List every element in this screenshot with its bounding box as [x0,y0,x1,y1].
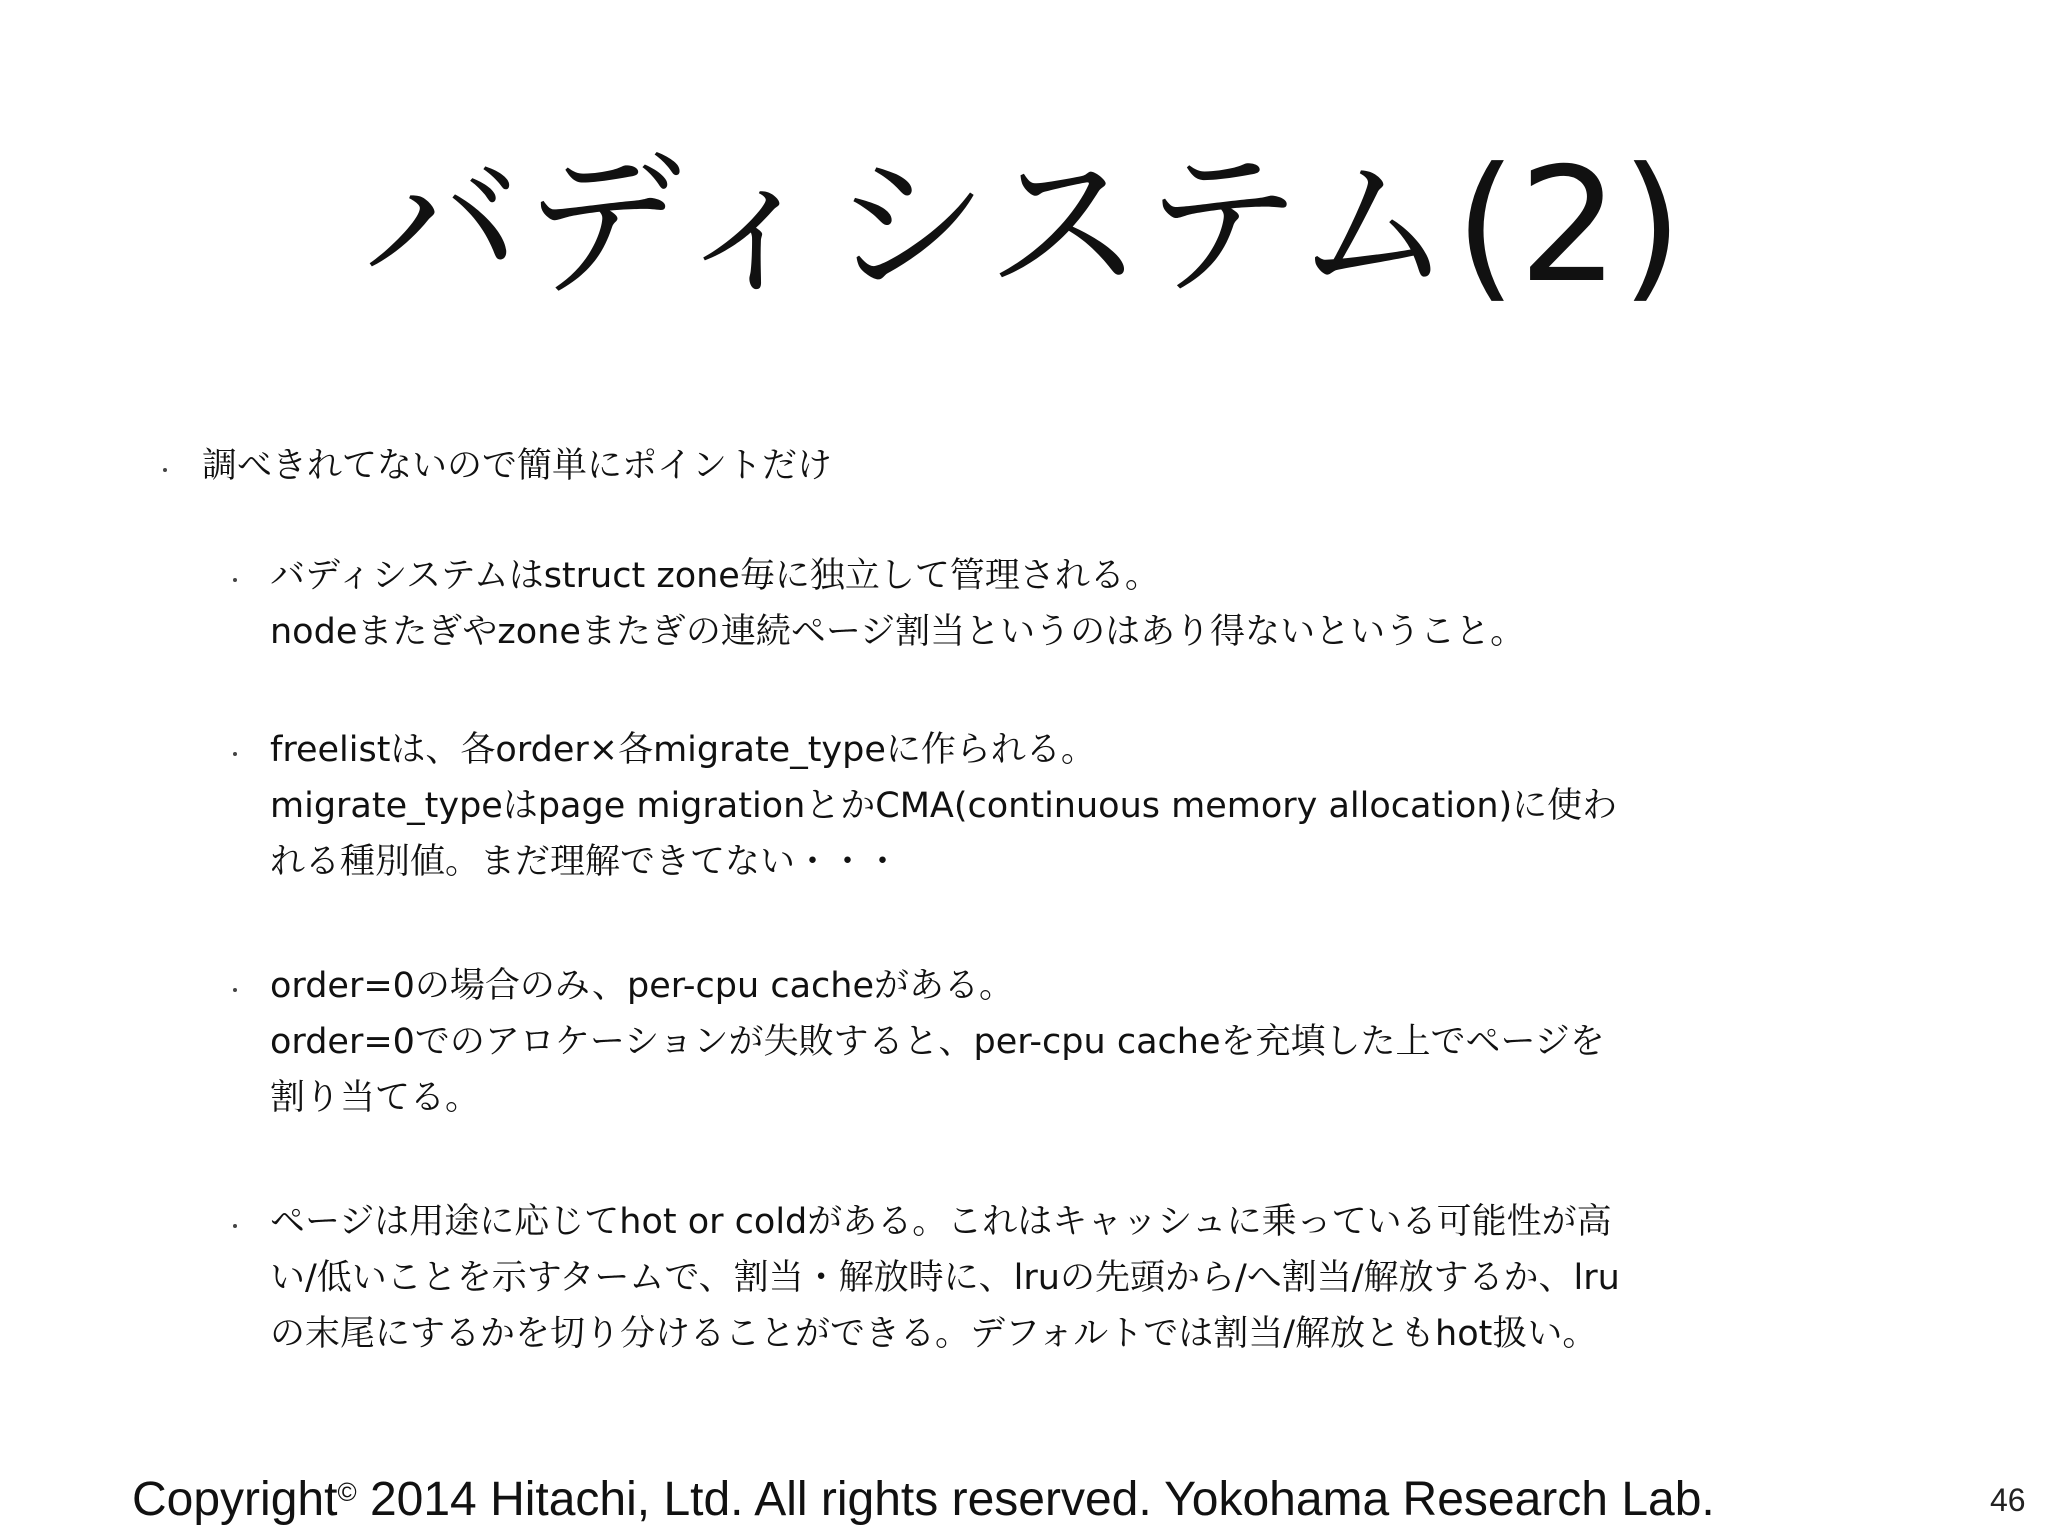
bullet-text-line: order=0でのアロケーションが失敗すると、per-cpu cacheを充填した上でページを [270,1022,1605,1062]
bullet-text-line: 割り当てる。 [270,1078,481,1118]
bullet-text-line: い/低いことを示すタームで、割当・解放時に、lruの先頭から/へ割当/解放するか、lru [270,1258,1620,1298]
bullet-text-line: バディシステムはstruct zone毎に独立して管理される。 [270,556,1160,596]
sub-bullet-item [270,1194,1620,1362]
sub-bullet-item [270,722,1617,890]
copyright-text: 2014 Hitachi, Ltd. All rights reserved. Yokohama Research Lab. [356,1473,1715,1526]
bullet-text-line: nodeまたぎやzoneまたぎの連続ページ割当というのはあり得ないということ。 [270,612,1526,652]
bullet-dot [163,468,167,472]
bullet-item [202,438,832,494]
slide-title: バディシステム(2) [363,134,1685,318]
sub-bullet-item [270,958,1605,1126]
sub-bullet-dot [233,578,237,582]
page-number: 46 [1990,1482,2026,1518]
copyright-footer [132,1462,1715,1530]
copyright-symbol: © [337,1477,357,1507]
bullet-text-line: れる種別値。まだ理解できてない・・・ [270,842,901,882]
bullet-text-line: migrate_typeはpage migrationとかCMA(continuous memory allocation)に使わ [270,786,1618,826]
bullet-text-line: freelistは、各order×各migrate_typeに作られる。 [270,730,1096,770]
copyright-word: Copyright [132,1473,338,1526]
sub-bullet-dot [233,1224,237,1228]
sub-bullet-dot [233,988,237,992]
bullet-text-line: ページは用途に応じてhot or coldがある。これはキャッシュに乗っている可能性が高 [270,1202,1612,1242]
bullet-text-line: の末尾にするかを切り分けることができる。デフォルトでは割当/解放ともhot扱い。 [270,1314,1598,1354]
bullet-text-line: order=0の場合のみ、per-cpu cacheがある。 [270,966,1014,1006]
sub-bullet-item [270,548,1525,660]
sub-bullet-dot [233,752,237,756]
bullet-text-line: 調べきれてないので簡単にポイントだけ [202,446,833,486]
